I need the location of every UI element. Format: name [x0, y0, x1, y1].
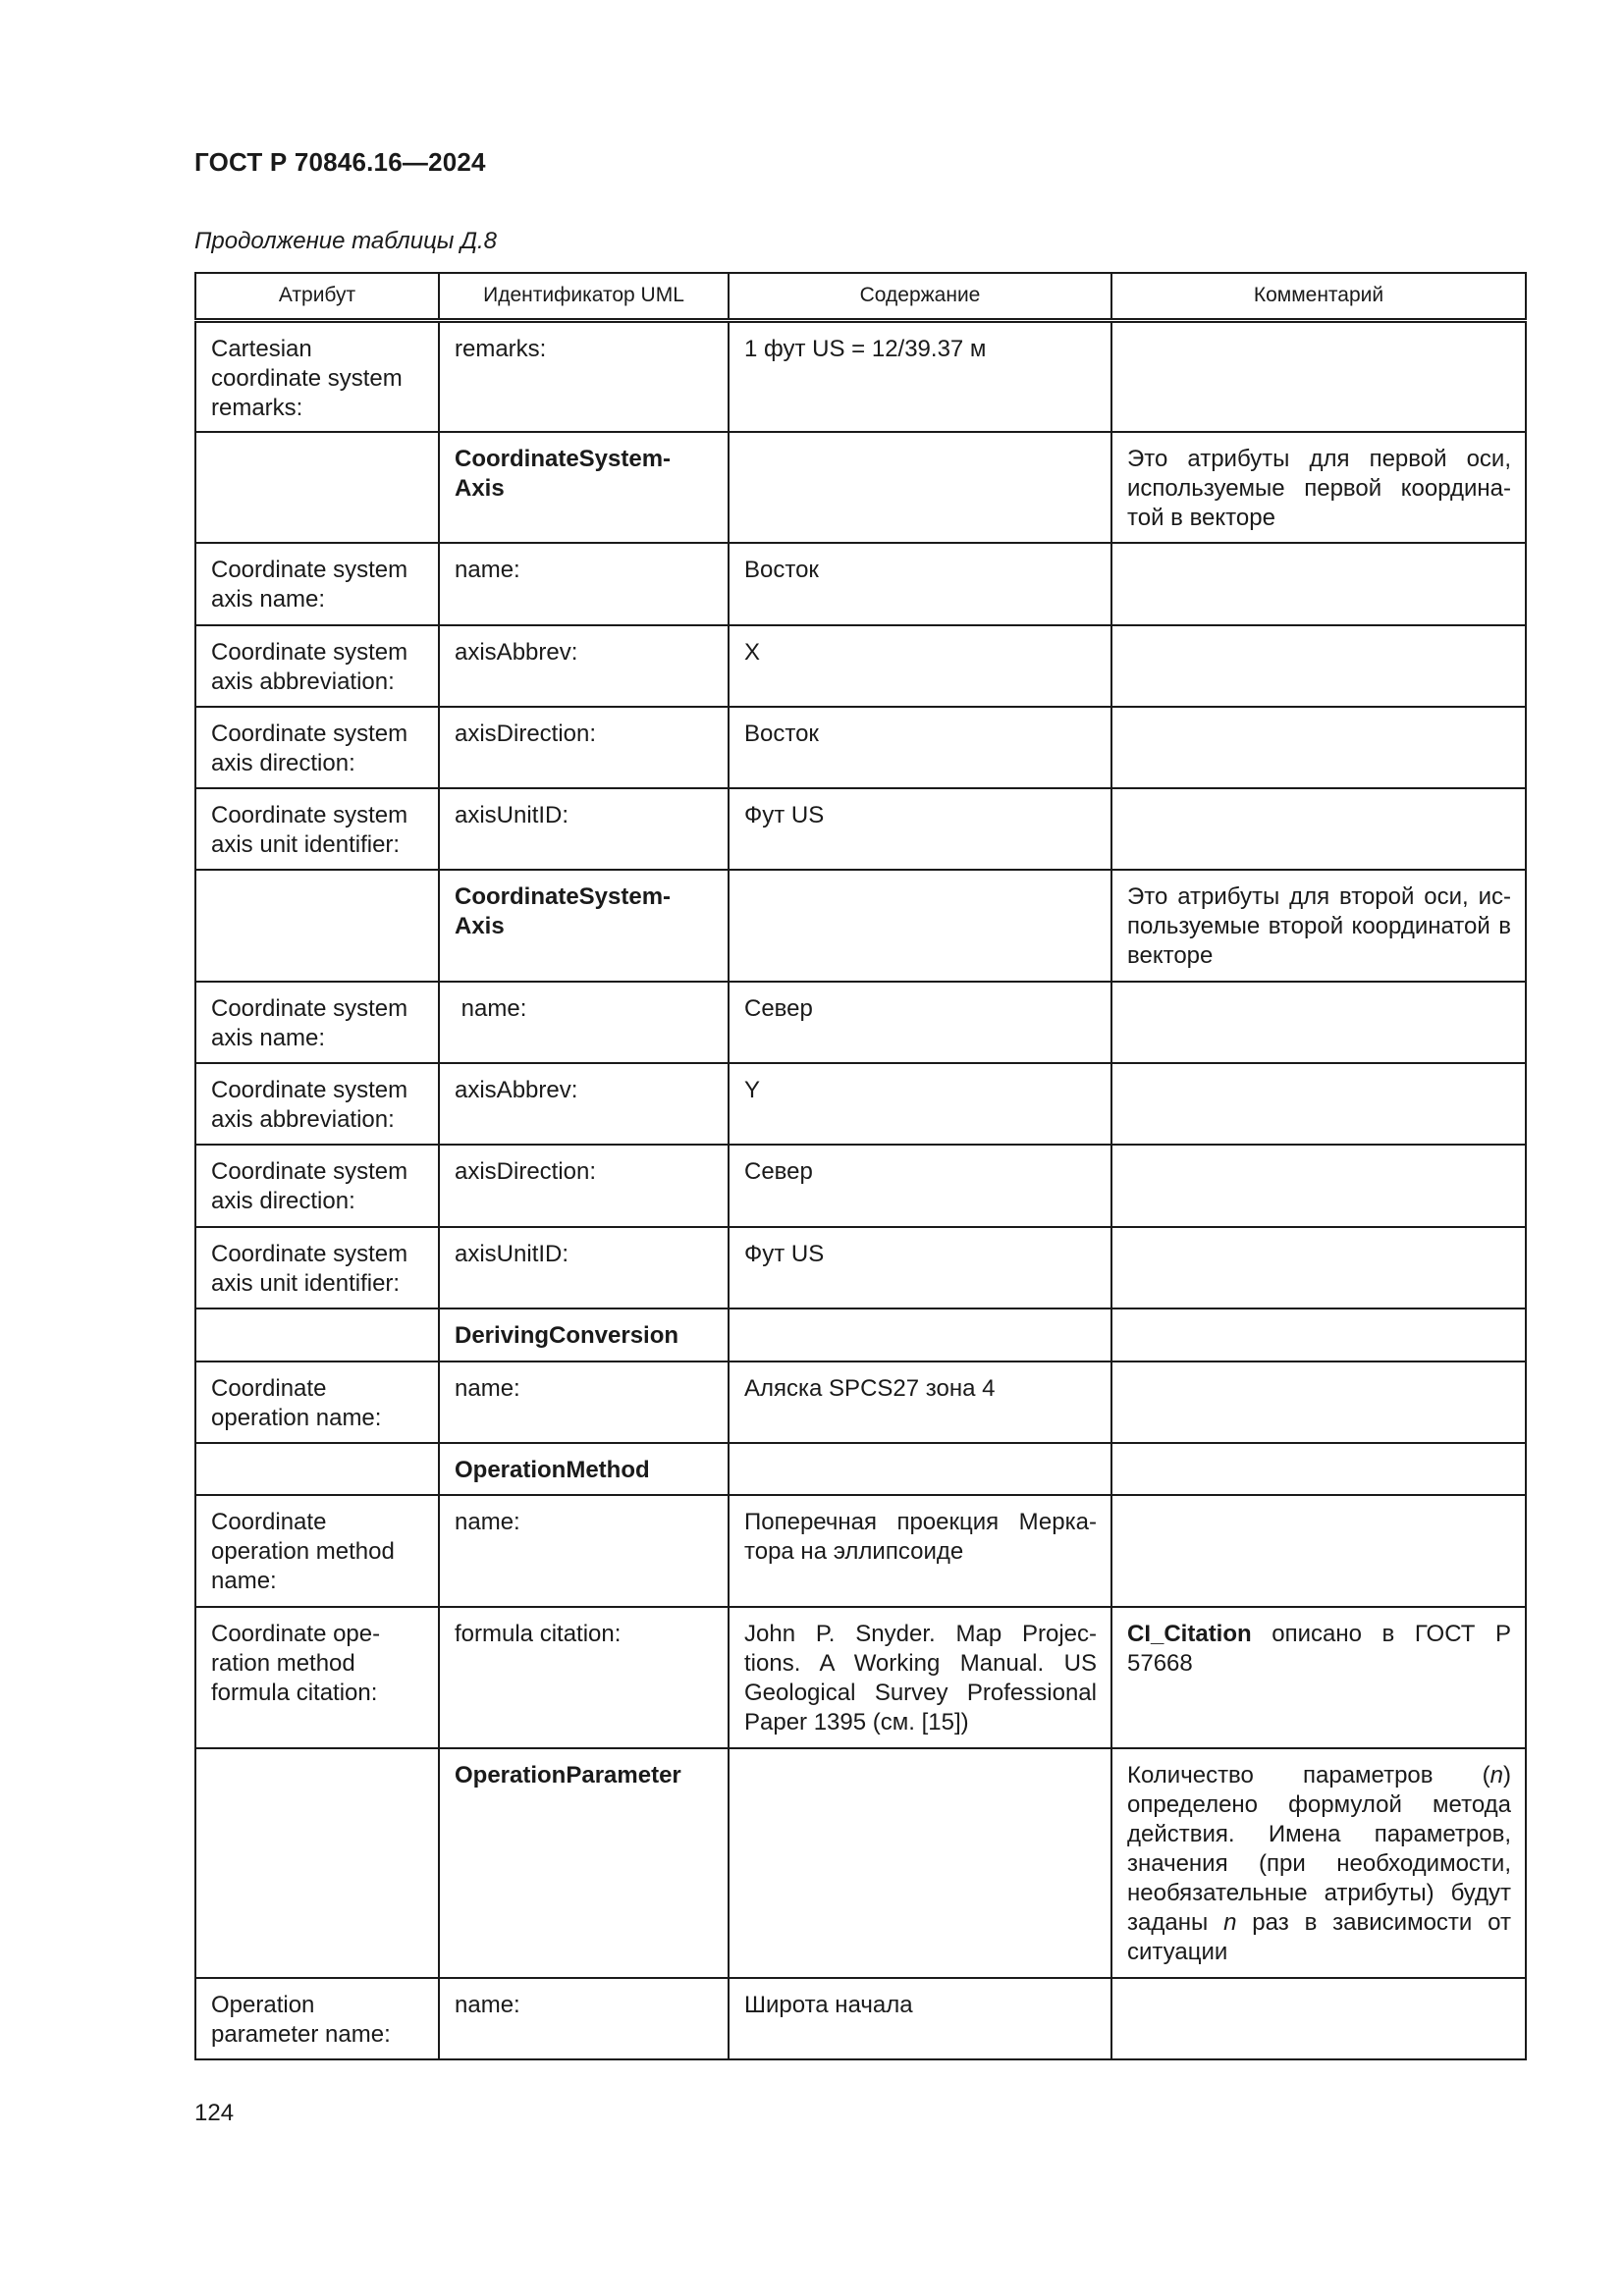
comment-cell — [1111, 1607, 1526, 1748]
table-row — [195, 1063, 1526, 1145]
comment-cell — [1111, 1362, 1526, 1443]
table-row — [195, 707, 1526, 788]
table-row — [195, 1145, 1526, 1227]
attribute-cell — [195, 1443, 439, 1495]
uml-cell: OperationMethod — [439, 1443, 729, 1495]
comment-cell — [1111, 788, 1526, 870]
attribute-cell — [195, 870, 439, 982]
table-row — [195, 1748, 1526, 1978]
uml-cell: CoordinateSystem-Axis — [439, 432, 729, 543]
comment-cell — [1111, 1443, 1526, 1495]
comment-cell: Это атрибуты для второй оси, ис-пользуемые второй координатой в векторе — [1111, 870, 1526, 982]
comment-text: раз в зависимости от ситуации — [1127, 1909, 1511, 1965]
table-row — [195, 1362, 1526, 1443]
attribute-cell: Coordinate system axis name: — [195, 543, 439, 625]
table-row — [195, 788, 1526, 870]
comment-cell — [1111, 1308, 1526, 1362]
table-row — [195, 982, 1526, 1063]
table-header-row — [195, 273, 1526, 320]
column-header-attribute: Атрибут — [195, 273, 439, 320]
attribute-cell: Coordinate system axis name: — [195, 982, 439, 1063]
document-id: ГОСТ Р 70846.16—2024 — [194, 147, 486, 177]
table-row — [195, 432, 1526, 543]
column-header-comment: Комментарий — [1111, 273, 1526, 320]
content-cell: Y — [729, 1063, 1111, 1145]
attribute-cell: Coordinate operation method name: — [195, 1495, 439, 1607]
comment-cell — [1111, 707, 1526, 788]
comment-cell: Это атрибуты для первой оси, используемые первой координа-той в векторе — [1111, 432, 1526, 543]
uml-cell: axisAbbrev: — [439, 1063, 729, 1145]
uml-cell: axisDirection: — [439, 707, 729, 788]
content-cell: Восток — [729, 707, 1111, 788]
content-cell: Восток — [729, 543, 1111, 625]
comment-cell — [1111, 543, 1526, 625]
content-cell: Север — [729, 982, 1111, 1063]
attribute-cell — [195, 1748, 439, 1978]
table-caption: Продолжение таблицы Д.8 — [194, 228, 498, 254]
attribute-cell — [195, 432, 439, 543]
table-row — [195, 1607, 1526, 1748]
uml-cell: CoordinateSystem-Axis — [439, 870, 729, 982]
comment-text: ) определено формулой метода действия. Имена параметров, значения (при необходимости, необязательные атрибуты) будут заданы — [1127, 1762, 1511, 1936]
uml-cell: axisUnitID: — [439, 1227, 729, 1308]
comment-bold-term: CI_Citation — [1127, 1621, 1252, 1647]
comment-cell — [1111, 1978, 1526, 2059]
content-cell: Поперечная проекция Мерка-тора на эллипсоиде — [729, 1495, 1111, 1607]
content-cell: Аляска SPCS27 зона 4 — [729, 1362, 1111, 1443]
content-cell: 1 фут US = 12/39.37 м — [729, 320, 1111, 432]
table-row — [195, 320, 1526, 432]
attribute-cell: Cartesian coordinate system remarks: — [195, 320, 439, 432]
content-cell: X — [729, 625, 1111, 707]
table-row — [195, 625, 1526, 707]
comment-cell — [1111, 1748, 1526, 1978]
comment-cell — [1111, 320, 1526, 432]
attribute-cell: Coordinate system axis unit identifier: — [195, 1227, 439, 1308]
comment-cell — [1111, 625, 1526, 707]
comment-variable: n — [1223, 1909, 1237, 1936]
comment-text: описано в ГОСТ Р 57668 — [1127, 1621, 1511, 1677]
comment-cell — [1111, 1227, 1526, 1308]
attribute-table — [194, 272, 1527, 2060]
table-row — [195, 1495, 1526, 1607]
uml-cell: axisDirection: — [439, 1145, 729, 1227]
table-row — [195, 543, 1526, 625]
comment-cell — [1111, 1063, 1526, 1145]
uml-cell: name: — [439, 982, 729, 1063]
attribute-cell: Coordinate operation name: — [195, 1362, 439, 1443]
attribute-cell: Coordinate system axis direction: — [195, 1145, 439, 1227]
uml-cell: OperationParameter — [439, 1748, 729, 1978]
uml-cell: name: — [439, 1978, 729, 2059]
table-row — [195, 870, 1526, 982]
uml-cell: axisAbbrev: — [439, 625, 729, 707]
uml-cell: axisUnitID: — [439, 788, 729, 870]
uml-cell: name: — [439, 543, 729, 625]
uml-cell: remarks: — [439, 320, 729, 432]
content-cell: Фут US — [729, 788, 1111, 870]
comment-text: Количество параметров ( — [1127, 1762, 1490, 1789]
content-cell — [729, 1748, 1111, 1978]
uml-cell: name: — [439, 1362, 729, 1443]
content-cell — [729, 432, 1111, 543]
uml-cell: formula citation: — [439, 1607, 729, 1748]
content-cell: Широта начала — [729, 1978, 1111, 2059]
table-row — [195, 1978, 1526, 2059]
column-header-content: Содержание — [729, 273, 1111, 320]
attribute-cell: Coordinate system axis unit identifier: — [195, 788, 439, 870]
content-cell: Фут US — [729, 1227, 1111, 1308]
comment-cell — [1111, 982, 1526, 1063]
table-row — [195, 1443, 1526, 1495]
attribute-cell: Coordinate ope-ration method formula citation: — [195, 1607, 439, 1748]
attribute-cell: Coordinate system axis abbreviation: — [195, 1063, 439, 1145]
column-header-uml-identifier: Идентификатор UML — [439, 273, 729, 320]
comment-cell — [1111, 1145, 1526, 1227]
content-cell — [729, 1443, 1111, 1495]
comment-cell — [1111, 1495, 1526, 1607]
page-number: 124 — [194, 2100, 235, 2126]
uml-cell: DerivingConversion — [439, 1308, 729, 1362]
content-cell — [729, 1308, 1111, 1362]
comment-variable: n — [1489, 1762, 1503, 1789]
content-cell — [729, 870, 1111, 982]
attribute-cell: Coordinate system axis abbreviation: — [195, 625, 439, 707]
attribute-cell: Coordinate system axis direction: — [195, 707, 439, 788]
attribute-cell: Operation parameter name: — [195, 1978, 439, 2059]
uml-cell: name: — [439, 1495, 729, 1607]
content-cell: Север — [729, 1145, 1111, 1227]
content-cell: John P. Snyder. Map Projec-tions. A Working Manual. US Geological Survey Professional Paper 1395 (см. [15]) — [729, 1607, 1111, 1748]
attribute-cell — [195, 1308, 439, 1362]
table-row — [195, 1227, 1526, 1308]
table-row — [195, 1308, 1526, 1362]
